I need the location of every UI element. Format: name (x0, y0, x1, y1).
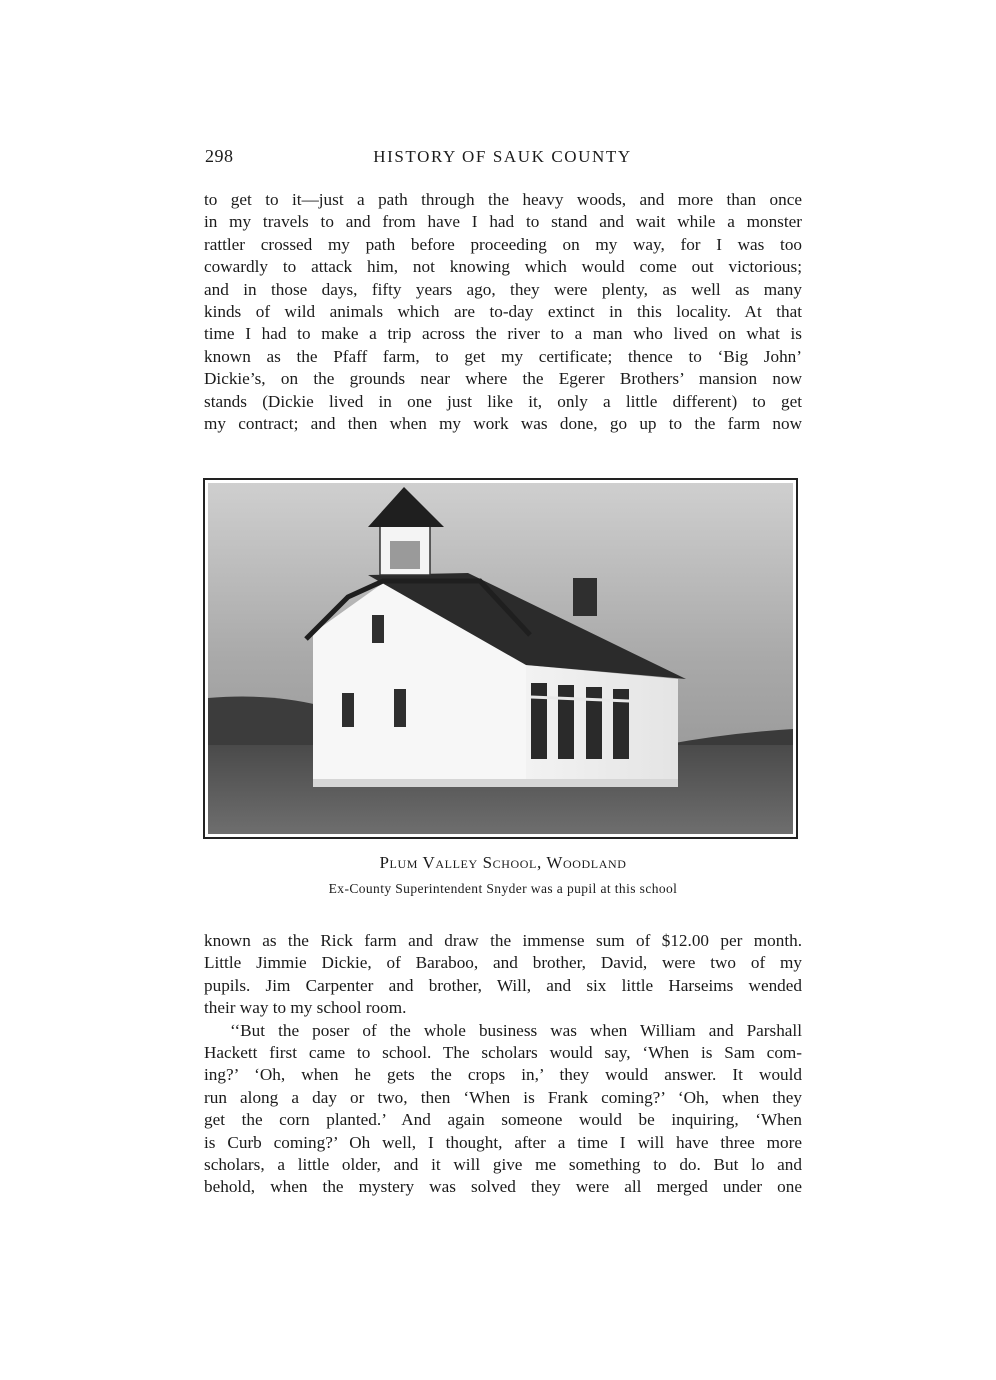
text-line: behold, when the mystery was solved they were all merged under one (204, 1177, 802, 1197)
schoolhouse-photo (203, 478, 798, 839)
schoolhouse-illustration (208, 483, 793, 834)
window (372, 615, 384, 643)
body-text-bottom (204, 930, 802, 1199)
text-line: known as the Rick farm and draw the immense sum of $12.00 per month. (204, 931, 802, 950)
page-number: 298 (205, 146, 234, 166)
text-line: time I had to make a trip across the river to a man who lived on what is (204, 324, 802, 344)
belfry-opening (390, 541, 420, 569)
text-line: rattler crossed my path before proceeding on my way, for I was too (204, 234, 802, 254)
text-line: ing?’ ‘Oh, when he gets the crops in,’ they would answer. It would (204, 1065, 802, 1085)
window (394, 689, 406, 727)
text-line: kinds of wild animals which are to-day extinct in this locality. At that (204, 302, 802, 322)
chimney (573, 578, 597, 616)
text-line: and in those days, fifty years ago, they were plenty, as well as many (204, 279, 802, 299)
text-line: pupils. Jim Carpenter and brother, Will, and six little Harseims wended (204, 975, 802, 995)
text-line: known as the Pfaff farm, to get my certificate; thence to ‘Big John’ (204, 346, 802, 366)
text-line: is Curb coming?’ Oh well, I thought, after a time I will have three more (204, 1132, 802, 1152)
text-line: in my travels to and from have I had to stand and wait while a monster (204, 212, 802, 232)
running-head (205, 146, 800, 170)
text-line: scholars, a little older, and it will give me something to do. But lo and (204, 1155, 802, 1175)
running-title: HISTORY OF SAUK COUNTY (373, 147, 632, 166)
foundation (313, 779, 678, 787)
text-line: Hackett first came to school. The scholars would say, ‘When is Sam com- (204, 1043, 802, 1063)
window (342, 693, 354, 727)
text-line: get the corn planted.’ And again someone would be inquiring, ‘When (204, 1110, 802, 1130)
text-line: ‘‘But the poser of the whole business was when William and Parshall (230, 1020, 802, 1040)
text-line: cowardly to attack him, not knowing which would come out victorious; (204, 257, 802, 277)
text-line: my contract; and then when my work was done, go up to the farm now (204, 414, 802, 434)
text-line: stands (Dickie lived in one just like it, only a little different) to get (204, 391, 802, 411)
text-line: their way to my school room. (204, 998, 407, 1018)
figure-caption-title: Plum Valley School, Woodland (379, 853, 627, 872)
text-line: Dickie’s, on the grounds near where the Egerer Brothers’ mansion now (204, 369, 802, 389)
text-line: Little Jimmie Dickie, of Baraboo, and brother, David, were two of my (204, 953, 802, 973)
body-text-top (204, 189, 802, 435)
text-line: to get to it—just a path through the heavy woods, and more than once (204, 190, 802, 209)
text-line: run along a day or two, then ‘When is Frank coming?’ ‘Oh, when they (204, 1087, 802, 1107)
figure-caption-subtitle: Ex-County Superintendent Snyder was a pupil at this school (328, 881, 678, 896)
